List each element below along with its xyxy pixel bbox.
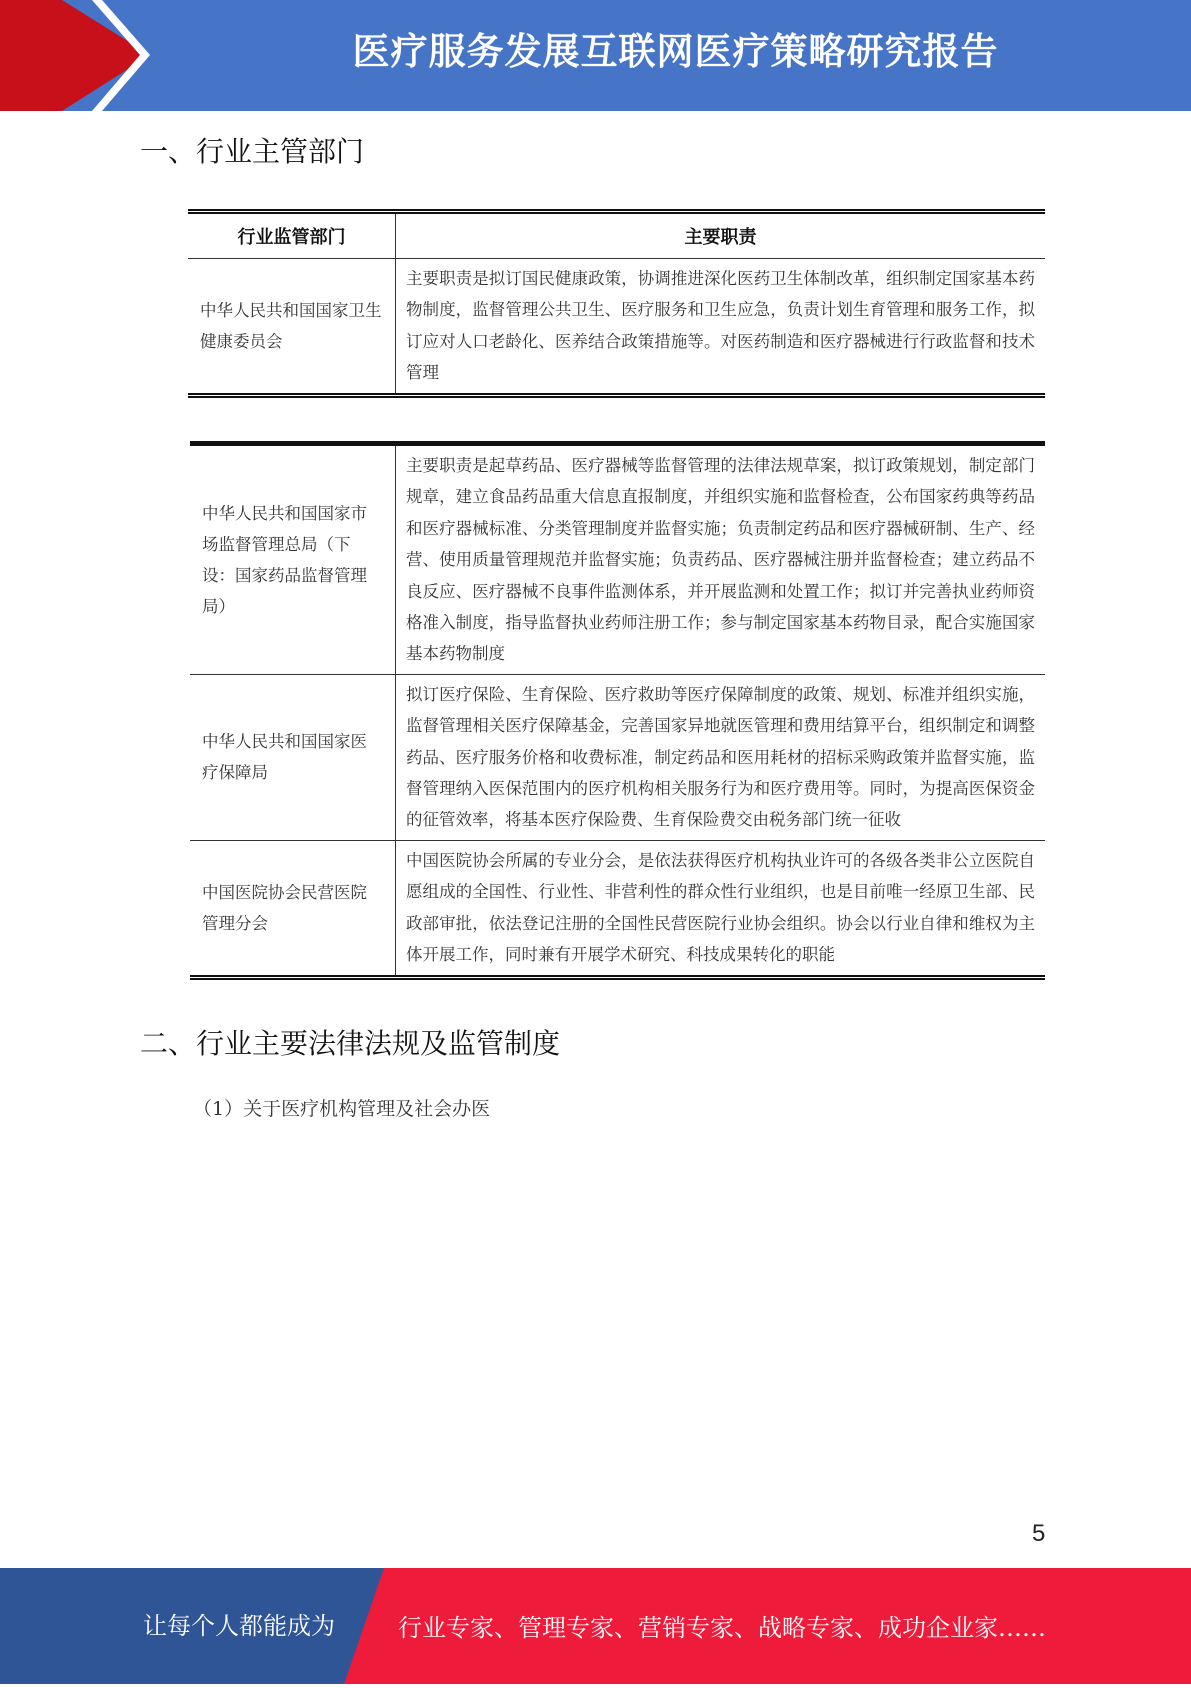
header-duty: 主要职责 xyxy=(396,212,1046,259)
duty-cell: 中国医院协会所属的专业分会，是依法获得医疗机构执业许可的各级各类非公立医院自愿组成的全国性、行业性、非营利性的群众性行业组织，也是目前唯一经原卫生部、民政部审批，依法登记注册的全国性民营医院行业协会组织。协会以行业自律和维权为主体开展工作，同时兼有开展学术研究、科技成果转化的职能 xyxy=(396,840,1046,977)
section1-heading: 一、行业主管部门 xyxy=(140,135,365,168)
dept-cell: 中华人民共和国国家卫生健康委员会 xyxy=(188,259,396,396)
duty-cell: 主要职责是拟订国民健康政策，协调推进深化医药卫生体制改革，组织制定国家基本药物制度，监督管理公共卫生、医疗服务和卫生应急，负责计划生育管理和服务工作，拟订应对人口老龄化、医养结合政策措施等。对医药制造和医疗器械进行行政监督和技术管理 xyxy=(406,269,1035,383)
duty-cell: 拟订医疗保险、生育保险、医疗救助等医疗保障制度的政策、规划、标准并组织实施，监督管理相关医疗保障基金，完善国家异地就医管理和费用结算平台，组织制定和调整药品、医疗服务价格和收费标准，制定药品和医用耗材的招标采购政策并监督实施，监督管理纳入医保范围内的医疗机构相关服务行为和医疗费用等。同时，为提高医保资金的征管效率，将基本医疗保险费、生育保险费交由税务部门统一征收 xyxy=(396,674,1046,840)
header-arrow-shape xyxy=(0,0,160,111)
dept-cell: 中华人民共和国国家市场监督管理总局（下设：国家药品监督管理局） xyxy=(190,444,396,675)
subitem-medical-institutions: （1）关于医疗机构管理及社会办医 xyxy=(193,1098,491,1120)
report-title: 医疗服务发展互联网医疗策略研究报告 xyxy=(352,30,999,73)
header-banner xyxy=(0,0,1191,111)
duty-cell: 主要职责是起草药品、医疗器械等监督管理的法律法规草案，拟订政策规划，制定部门规章，建立食品药品重大信息直报制度，并组织实施和监督检查，公布国家药典等药品和医疗器械标准、分类管理制度并监督实施；负责制定药品和医疗器械研制、生产、经营、使用质量管理规范并监督实施；负责药品、医疗器械注册并监督检查；建立药品不良反应、医疗器械不良事件监测体系，并开展监测和处置工作；拟订并完善执业药师资格准入制度，指导监督执业药师注册工作；参与制定国家基本药物目录，配合实施国家基本药物制度 xyxy=(406,456,1035,664)
section2-heading: 二、行业主要法律法规及监管制度 xyxy=(140,1027,561,1060)
table-row xyxy=(188,259,1045,396)
dept-cell: 中华人民共和国国家医疗保障局 xyxy=(190,674,396,840)
regulator-table-2 xyxy=(190,441,1045,980)
dept-cell: 中国医院协会民营医院管理分会 xyxy=(190,840,396,977)
table-row xyxy=(190,674,1045,840)
footer-banner xyxy=(0,1568,1191,1684)
header-dept: 行业监管部门 xyxy=(188,212,396,259)
page-number: 5 xyxy=(1032,1520,1046,1547)
regulator-table-1 xyxy=(188,209,1045,398)
table-header-row xyxy=(188,212,1045,259)
table-row xyxy=(190,444,1045,675)
footer-slogan-left: 让每个人都能成为 xyxy=(143,1612,335,1640)
header-red-chevron xyxy=(0,0,150,111)
footer-slogan-right: 行业专家、管理专家、营销专家、战略专家、成功企业家…… xyxy=(398,1614,1046,1642)
table-row xyxy=(190,840,1045,977)
